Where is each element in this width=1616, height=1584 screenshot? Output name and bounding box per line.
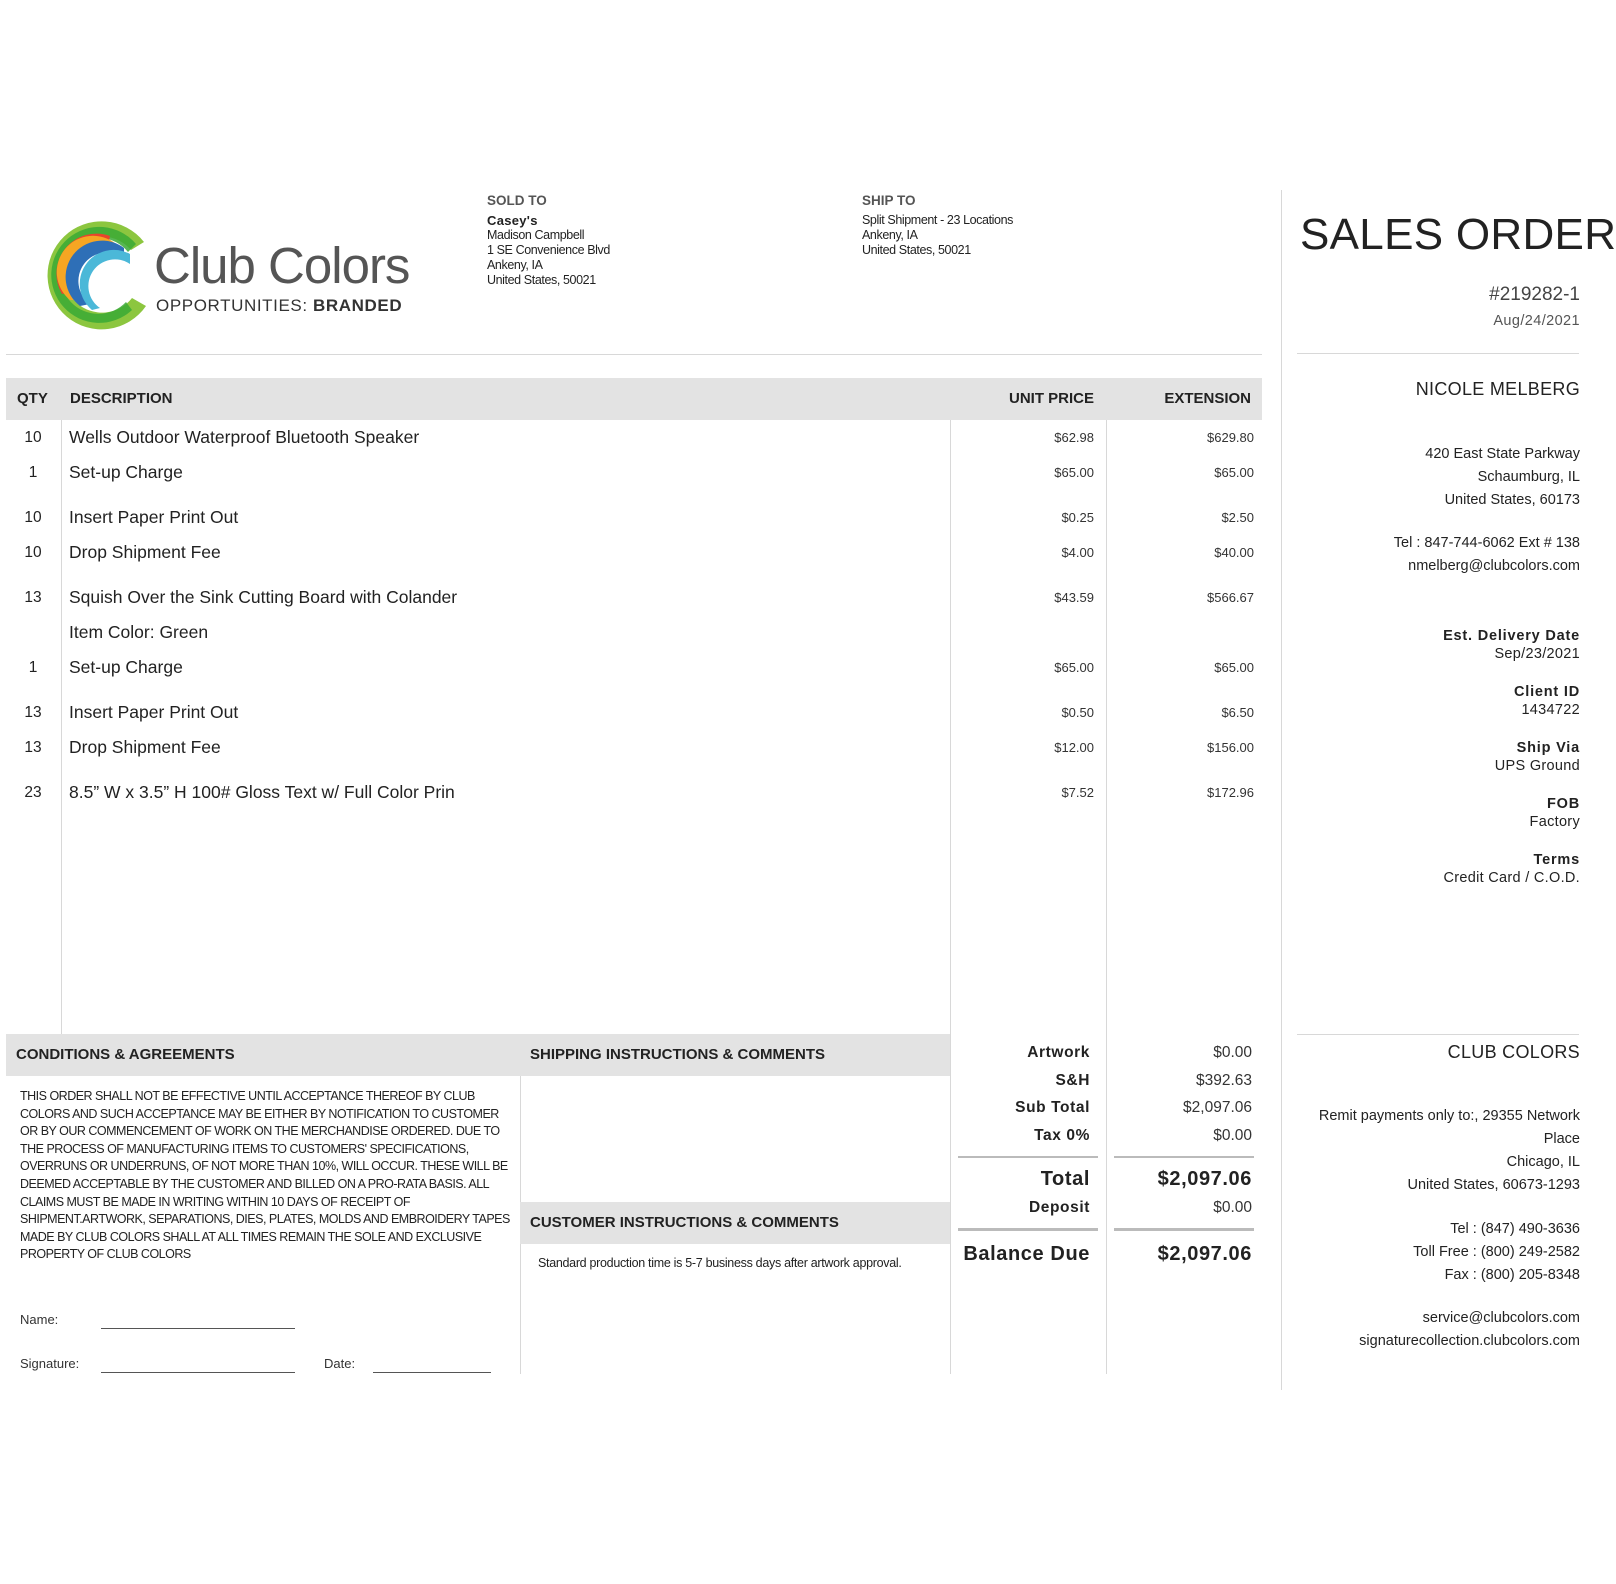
row-qty: 1 xyxy=(28,464,38,481)
tax-value: $0.00 xyxy=(1213,1127,1252,1144)
row-description: Set-up Charge xyxy=(69,657,183,677)
document-title: SALES ORDER xyxy=(1300,210,1616,259)
rep-street: 420 East State Parkway xyxy=(1425,446,1580,462)
row-qty: 13 xyxy=(24,589,42,606)
row-qty: 1 xyxy=(28,659,38,676)
fob-label: FOB xyxy=(1546,796,1580,812)
logo-wordmark: Club Colors xyxy=(154,237,410,294)
remit-city: Chicago, IL xyxy=(1506,1154,1580,1170)
tax-row xyxy=(950,1127,1260,1153)
sold-to-company: Casey's xyxy=(487,213,538,228)
row-extension: $65.00 xyxy=(1214,465,1254,480)
table-row xyxy=(6,702,1262,732)
ship-to-city: Ankeny, IA xyxy=(862,228,918,242)
terms-value: Credit Card / C.O.D. xyxy=(1443,870,1580,886)
row-extension: $566.67 xyxy=(1207,590,1254,605)
rep-email[interactable]: nmelberg@clubcolors.com xyxy=(1408,558,1580,574)
row-extension: $156.00 xyxy=(1207,740,1254,755)
description-header: DESCRIPTION xyxy=(70,390,173,407)
balance-label: Balance Due xyxy=(963,1243,1090,1265)
table-row xyxy=(6,622,1262,652)
table-row xyxy=(6,587,1262,617)
conditions-text: THIS ORDER SHALL NOT BE EFFECTIVE UNTIL ACCEPTANCE THEREOF BY CLUB COLORS AND SUCH ACCEPTANCE MAY BE EITHER BY NOTIFICATION TO CUSTOMER OR BY OUR COMMENCEMENT OF WORK ON THE MERCHANDISE ORDERED. DUE TO THE PROCESS OF MANUFACTURING ITEMS TO CUSTOMERS' SPECIFICATIONS, OVERRUNS OR UNDERRUNS, OF NOT MORE THAN 10%, WILL OCCUR. THESE WILL BE DEEMED ACCEPTABLE BY THE CUSTOMER AND BILLED ON A PRO-RATA BASIS. ALL CLAIMS MUST BE MADE IN WRITING WITHIN 10 DAYS OF RECEIPT OF SHIPMENT.ARTWORK, SEPARATIONS, DIES, PLATES, MOLDS AND EMBROIDERY TAPES MADE BY CLUB COLORS SHALL AT ALL TIMES REMAIN THE SOLE AND EXCLUSIVE PROPERTY OF CLUB COLORS xyxy=(20,1089,510,1262)
right-panel-divider-top xyxy=(1297,353,1579,354)
sh-value: $392.63 xyxy=(1195,1072,1252,1089)
conditions-header xyxy=(6,1034,520,1076)
totals-divider-left xyxy=(958,1156,1098,1158)
sh-label: S&H xyxy=(1055,1072,1090,1089)
rep-tel: Tel : 847-744-6062 Ext # 138 xyxy=(1393,535,1580,551)
row-qty: 13 xyxy=(24,739,42,756)
remit-line1: Remit payments only to:, 29355 Network xyxy=(1318,1108,1580,1124)
sh-row xyxy=(950,1072,1260,1098)
total-value: $2,097.06 xyxy=(1157,1168,1252,1190)
company-web xyxy=(1290,1307,1580,1353)
company-email[interactable]: service@clubcolors.com xyxy=(1422,1310,1580,1326)
shipping-instructions-header xyxy=(520,1034,950,1076)
total-label: Total xyxy=(1040,1168,1090,1190)
sold-to-block xyxy=(487,193,807,288)
balance-divider-left xyxy=(958,1228,1098,1231)
deposit-row xyxy=(950,1199,1260,1225)
table-row xyxy=(6,507,1262,537)
line-items-header xyxy=(6,378,1262,420)
row-description: Drop Shipment Fee xyxy=(69,737,221,757)
rep-country: United States, 60173 xyxy=(1444,492,1580,508)
balance-value: $2,097.06 xyxy=(1157,1243,1252,1265)
extension-header: EXTENSION xyxy=(1164,390,1251,407)
fob xyxy=(1290,795,1580,832)
qty-header: QTY xyxy=(17,390,48,407)
row-extension: $65.00 xyxy=(1214,660,1254,675)
subtotal-row xyxy=(950,1099,1260,1125)
table-row xyxy=(6,462,1262,492)
row-unit-price: $65.00 xyxy=(1054,660,1094,675)
client-id xyxy=(1290,683,1580,720)
sold-to-contact: Madison Campbell xyxy=(487,228,585,242)
logo-tagline-bold: BRANDED xyxy=(313,296,403,315)
ship-to-country: United States, 50021 xyxy=(862,243,971,257)
remit-line2: Place xyxy=(1543,1131,1580,1147)
sales-rep-name: NICOLE MELBERG xyxy=(1415,379,1580,399)
terms xyxy=(1290,851,1580,888)
est-delivery xyxy=(1290,627,1580,664)
client-id-label: Client ID xyxy=(1513,684,1580,700)
row-description: Insert Paper Print Out xyxy=(69,507,239,527)
shipping-instructions-heading: SHIPPING INSTRUCTIONS & COMMENTS xyxy=(530,1046,826,1063)
sold-to-city: Ankeny, IA xyxy=(487,258,543,272)
sold-to-street: 1 SE Convenience Blvd xyxy=(487,243,610,257)
ship-via-value: UPS Ground xyxy=(1494,758,1580,774)
sold-to-country: United States, 50021 xyxy=(487,273,596,287)
row-description: Set-up Charge xyxy=(69,462,183,482)
terms-label: Terms xyxy=(1533,852,1580,868)
ship-to-line1: Split Shipment - 23 Locations xyxy=(862,213,1013,227)
row-extension: $172.96 xyxy=(1207,785,1254,800)
client-id-value: 1434722 xyxy=(1521,702,1580,718)
signature-label: Signature: xyxy=(20,1356,80,1371)
row-unit-price: $0.50 xyxy=(1061,705,1094,720)
row-unit-price: $0.25 xyxy=(1061,510,1094,525)
tax-label: Tax 0% xyxy=(1034,1127,1090,1144)
ship-to-block xyxy=(862,193,1182,258)
row-description: 8.5” W x 3.5” H 100# Gloss Text w/ Full Color Prin xyxy=(69,782,455,802)
company-logo xyxy=(36,214,426,332)
row-qty: 23 xyxy=(24,784,42,801)
row-description: Item Color: Green xyxy=(69,622,209,642)
artwork-label: Artwork xyxy=(1027,1044,1090,1061)
company-toll-free: Toll Free : (800) 249-2582 xyxy=(1413,1244,1580,1260)
row-unit-price: $4.00 xyxy=(1061,545,1094,560)
right-panel-divider-bottom xyxy=(1297,1034,1579,1035)
ship-via-label: Ship Via xyxy=(1516,740,1580,756)
row-description: Squish Over the Sink Cutting Board with Colander xyxy=(69,587,458,607)
sales-rep-contact xyxy=(1290,532,1580,578)
signature-field[interactable] xyxy=(101,1372,295,1373)
rep-city: Schaumburg, IL xyxy=(1477,469,1580,485)
company-tel: Tel : (847) 490-3636 xyxy=(1450,1221,1580,1237)
table-row xyxy=(6,782,1262,812)
subtotal-label: Sub Total xyxy=(1015,1099,1090,1116)
customer-instructions-header xyxy=(520,1202,950,1244)
fob-value: Factory xyxy=(1529,814,1580,830)
row-extension: $629.80 xyxy=(1207,430,1254,445)
row-description: Wells Outdoor Waterproof Bluetooth Speaker xyxy=(69,427,420,447)
row-qty: 13 xyxy=(24,704,42,721)
conditions-heading: CONDITIONS & AGREEMENTS xyxy=(16,1046,235,1063)
order-date: Aug/24/2021 xyxy=(1493,313,1580,329)
total-row xyxy=(950,1168,1260,1194)
artwork-value: $0.00 xyxy=(1213,1044,1252,1061)
deposit-label: Deposit xyxy=(1028,1199,1090,1216)
remit-address xyxy=(1290,1105,1580,1197)
remit-country: United States, 60673-1293 xyxy=(1407,1177,1580,1193)
row-qty: 10 xyxy=(24,544,42,561)
sales-rep-address xyxy=(1290,443,1580,512)
row-unit-price: $7.52 xyxy=(1061,785,1094,800)
subtotal-value: $2,097.06 xyxy=(1183,1099,1252,1116)
right-panel-divider xyxy=(1281,190,1282,1390)
row-unit-price: $12.00 xyxy=(1054,740,1094,755)
row-qty: 10 xyxy=(24,429,42,446)
est-delivery-value: Sep/23/2021 xyxy=(1494,646,1580,662)
order-number: #219282-1 xyxy=(1489,284,1580,305)
row-unit-price: $43.59 xyxy=(1054,590,1094,605)
est-delivery-label: Est. Delivery Date xyxy=(1443,628,1580,644)
artwork-row xyxy=(950,1044,1260,1070)
row-qty: 10 xyxy=(24,509,42,526)
header-divider xyxy=(6,354,1262,355)
company-phones xyxy=(1290,1218,1580,1287)
table-row xyxy=(6,737,1262,767)
name-label: Name: xyxy=(20,1312,59,1327)
deposit-value: $0.00 xyxy=(1213,1199,1252,1216)
date-field[interactable] xyxy=(373,1372,491,1373)
logo-tagline-prefix: OPPORTUNITIES: xyxy=(156,296,308,315)
table-row xyxy=(6,427,1262,457)
balance-divider-right xyxy=(1114,1228,1254,1231)
ship-to-heading: SHIP TO xyxy=(862,193,916,208)
customer-instructions-heading: CUSTOMER INSTRUCTIONS & COMMENTS xyxy=(530,1214,839,1231)
row-unit-price: $62.98 xyxy=(1054,430,1094,445)
totals-divider-right xyxy=(1114,1156,1254,1158)
company-name: CLUB COLORS xyxy=(1447,1042,1580,1062)
name-field[interactable] xyxy=(101,1328,295,1329)
customer-instructions-text: Standard production time is 5-7 business days after artwork approval. xyxy=(538,1256,902,1270)
unit-price-header: UNIT PRICE xyxy=(1008,390,1094,407)
club-colors-swirl-icon xyxy=(36,214,156,332)
company-website[interactable]: signaturecollection.clubcolors.com xyxy=(1359,1333,1580,1349)
table-row xyxy=(6,657,1262,687)
row-extension: $6.50 xyxy=(1221,705,1254,720)
sold-to-heading: SOLD TO xyxy=(487,193,547,208)
date-label: Date: xyxy=(324,1356,356,1371)
row-extension: $40.00 xyxy=(1214,545,1254,560)
ship-via xyxy=(1290,739,1580,776)
row-extension: $2.50 xyxy=(1221,510,1254,525)
row-description: Drop Shipment Fee xyxy=(69,542,221,562)
balance-row xyxy=(950,1243,1260,1269)
logo-tagline xyxy=(156,296,402,316)
row-description: Insert Paper Print Out xyxy=(69,702,239,722)
company-fax: Fax : (800) 205-8348 xyxy=(1444,1267,1580,1283)
table-row xyxy=(6,542,1262,572)
row-unit-price: $65.00 xyxy=(1054,465,1094,480)
